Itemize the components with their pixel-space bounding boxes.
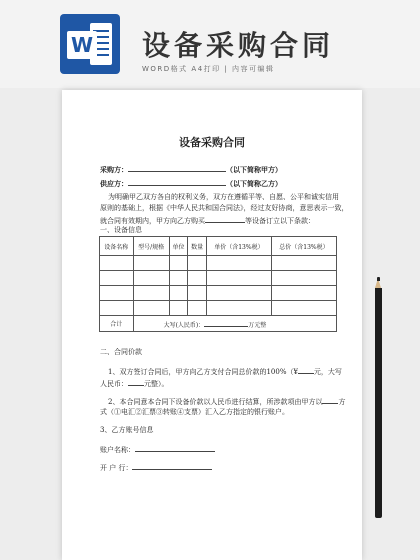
total-text: 大写(人民币)：	[163, 321, 205, 329]
table-cell[interactable]	[133, 286, 169, 301]
table-header-cell: 总价（含13%税）	[271, 237, 336, 256]
banner-subtitle: WORD格式 A4打印 | 内容可编辑	[142, 65, 275, 73]
table-row	[100, 256, 337, 271]
table-cell[interactable]	[169, 271, 188, 286]
bank-label: 开 户 行：	[100, 464, 133, 472]
document-title: 设备采购合同	[179, 136, 245, 149]
document-page	[62, 90, 362, 560]
account-name-label: 账户名称：	[100, 446, 135, 454]
clause-2-text-2: 方	[338, 398, 346, 406]
clause-1-text-4: 元整）。	[144, 380, 169, 388]
supplier-label: 供应方：	[100, 179, 128, 188]
table-cell[interactable]	[271, 286, 336, 301]
intro-line-3	[100, 215, 315, 226]
table-cell[interactable]	[100, 256, 134, 271]
intro-line-1: 为明确甲乙双方各自的权利义务，双方在遵循平等、自愿、公平和诚实信用	[108, 193, 339, 201]
pencil-icon	[375, 288, 382, 518]
table-cell[interactable]	[206, 271, 271, 286]
intro-line-3-end: 等设备订立以下条款：	[245, 217, 315, 225]
table-cell[interactable]	[133, 271, 169, 286]
clause-1-line-1	[108, 366, 342, 377]
table-header-cell: 单位	[169, 237, 188, 256]
account-name-blank	[135, 444, 215, 452]
table-cell[interactable]	[169, 256, 188, 271]
table-header-cell: 设备名称	[100, 237, 134, 256]
table-cell[interactable]	[188, 301, 207, 316]
table-cell[interactable]	[206, 301, 271, 316]
total-blank	[204, 319, 248, 327]
table-cell[interactable]	[133, 301, 169, 316]
table-cell[interactable]	[271, 301, 336, 316]
buyer-label: 采购方：	[100, 165, 128, 174]
intro-line-3-start: 就合同有效期内，甲方向乙方购买	[100, 217, 205, 225]
section-1-heading: 一、设备信息	[100, 226, 142, 234]
amount-blank	[298, 366, 314, 374]
equipment-table	[99, 236, 337, 332]
clause-2-line-2: 式（①电汇②汇票③转账④支票）汇入乙方指定的银行账户。	[100, 408, 289, 416]
table-header-cell: 数量	[188, 237, 207, 256]
rmb-blank	[128, 378, 144, 386]
table-cell[interactable]	[206, 256, 271, 271]
clause-2-text: 2、本合同意本合同下设备价款以人民币进行结算，所涉款项由甲方以	[108, 398, 323, 406]
table-header-cell: 型号/规格	[133, 237, 169, 256]
account-name-line	[100, 444, 215, 455]
table-cell[interactable]	[100, 271, 134, 286]
table-cell[interactable]	[169, 286, 188, 301]
table-cell[interactable]	[206, 286, 271, 301]
buyer-blank	[128, 164, 226, 172]
table-row	[100, 286, 337, 301]
table-header-cell: 单价（含13%税）	[206, 237, 271, 256]
supplier-line	[100, 178, 282, 188]
total-label-cell: 合计	[100, 316, 134, 332]
supplier-suffix: （以下简称乙方）	[226, 179, 282, 188]
table-cell[interactable]	[188, 256, 207, 271]
word-logo-icon	[60, 14, 120, 74]
bank-line	[100, 462, 212, 473]
clause-1-line-2	[100, 378, 169, 389]
table-total-row	[100, 316, 337, 332]
table-row	[100, 301, 337, 316]
total-amount-cell	[133, 316, 336, 332]
table-cell[interactable]	[169, 301, 188, 316]
table-cell[interactable]	[188, 271, 207, 286]
total-suffix: 万元整	[248, 321, 267, 329]
table-cell[interactable]	[271, 256, 336, 271]
table-cell[interactable]	[133, 256, 169, 271]
buyer-suffix: （以下简称甲方）	[226, 165, 282, 174]
table-cell[interactable]	[100, 286, 134, 301]
table-cell[interactable]	[188, 286, 207, 301]
supplier-blank	[128, 178, 226, 186]
table-row	[100, 271, 337, 286]
section-2-heading: 二、合同价款	[100, 348, 142, 356]
table-cell[interactable]	[100, 301, 134, 316]
payment-method-blank	[322, 396, 338, 404]
bank-blank	[132, 462, 212, 470]
buyer-line	[100, 164, 282, 174]
header-banner	[0, 0, 420, 88]
table-cell[interactable]	[271, 271, 336, 286]
clause-1-text: 1、双方签订合同后，甲方向乙方支付合同总价款的100%（¥	[108, 368, 298, 376]
clause-3: 3、乙方账号信息	[100, 426, 154, 434]
pencil-lead	[377, 277, 380, 281]
table-header-row	[100, 237, 337, 256]
clause-1-text-3: 人民币：	[100, 380, 128, 388]
clause-2-line-1	[108, 396, 345, 407]
intro-line-2: 原则的基础上，根据《中华人民共和国合同法》，经过友好协商，意思表示一致，	[100, 204, 349, 212]
logo-letter: W	[67, 31, 97, 59]
banner-title: 设备采购合同	[142, 29, 335, 62]
equipment-blank	[205, 215, 245, 223]
clause-1-text-2: 元，大写	[313, 368, 342, 376]
